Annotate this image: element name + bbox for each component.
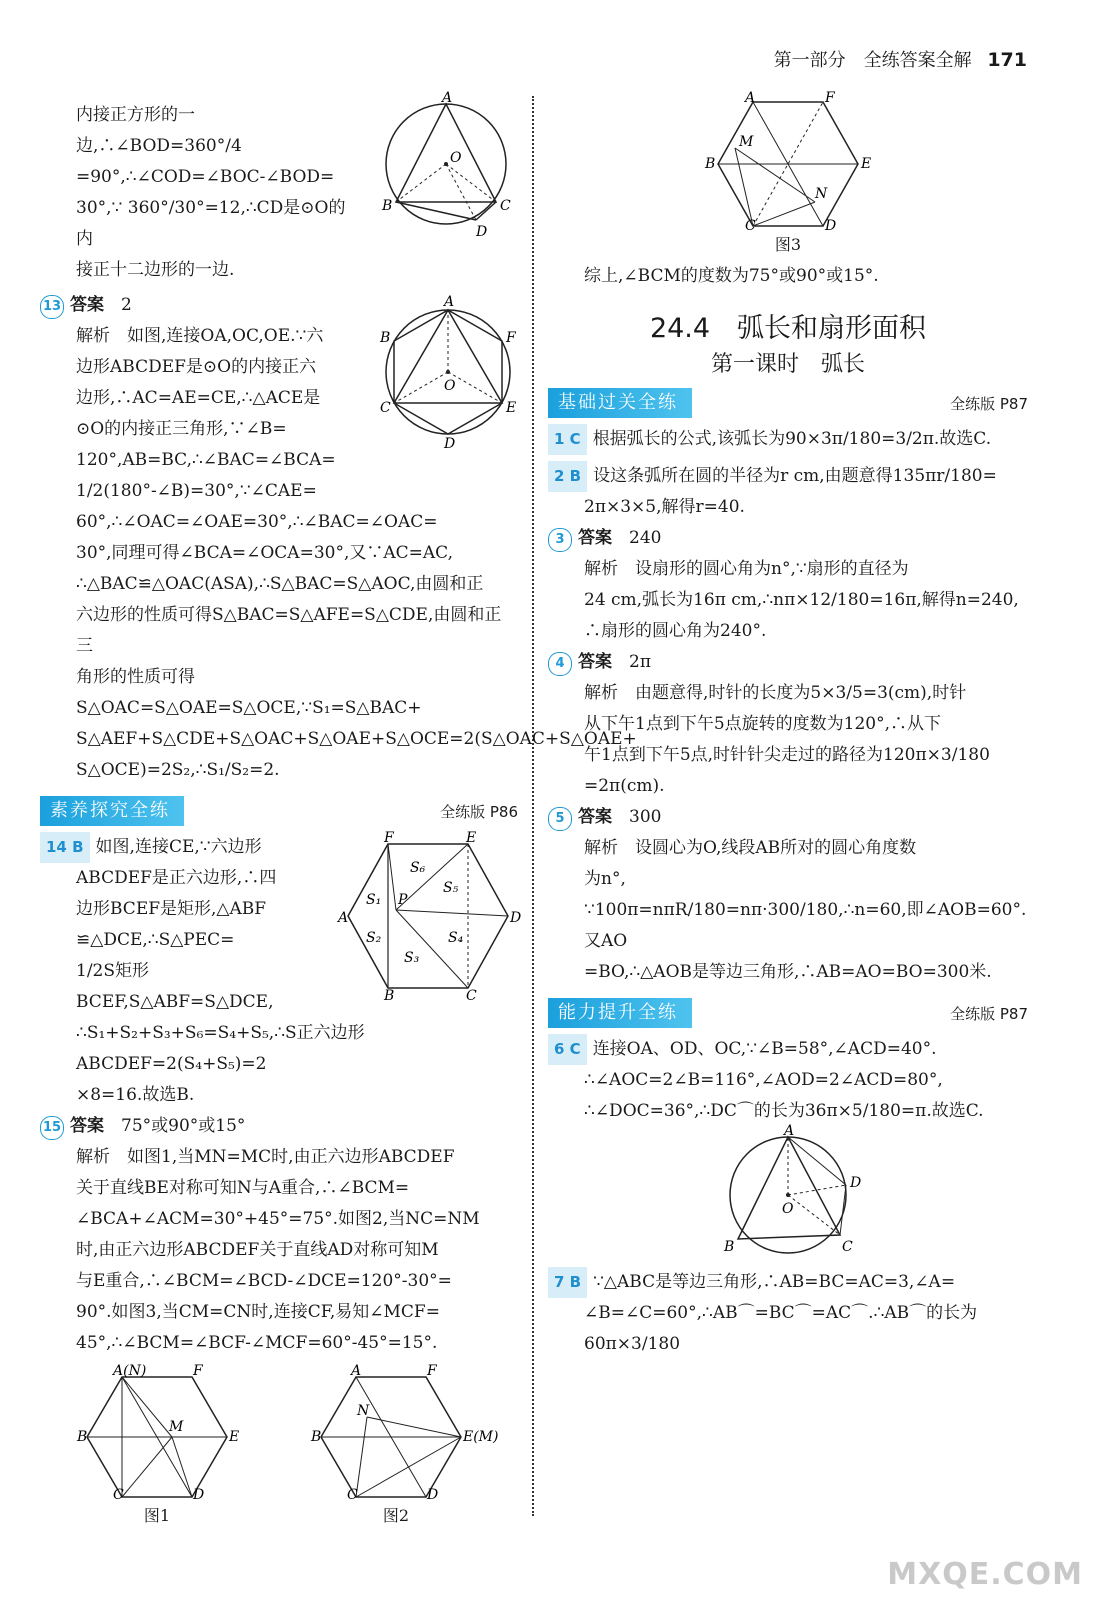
solution-line: 解析 设扇形的圆心角为n°,∵扇形的直径为 (584, 559, 909, 579)
svg-text:A: A (444, 294, 455, 310)
svg-text:D: D (427, 1487, 439, 1503)
solution-line: ⊙O的内接正三角形,∵∠B= (76, 419, 287, 439)
cont-line: 30°,∵ 360°/30°=12,∴CD是⊙O的内 (76, 198, 346, 249)
svg-text:E: E (229, 1429, 240, 1445)
answer-value: 300 (629, 807, 662, 827)
page-header (774, 46, 1027, 72)
solution-line: 六边形的性质可得S△BAC=S△AFE=S△CDE,由圆和正三 (76, 605, 502, 656)
svg-text:E: E (861, 156, 872, 172)
solution-line: 24 cm,弧长为16π cm,∴nπ×12/180=16π,解得n=240, (584, 590, 1019, 610)
circle-figure-square (378, 92, 518, 242)
solution-line: 90°.如图3,当CM=CN时,连接CF,易知∠MCF= (76, 1302, 440, 1322)
answer-value: 2π (629, 652, 651, 672)
cont-line: =90°,∴∠COD=∠BOC-∠BOD= (76, 167, 335, 187)
solution-line: ∠BCA+∠ACM=30°+45°=75°.如图2,当NC=NM (76, 1209, 480, 1229)
svg-text:C: C (347, 1487, 358, 1503)
svg-text:A: A (338, 910, 349, 926)
svg-text:B: B (724, 1239, 735, 1255)
solution-line: ∴∠AOC=2∠B=116°,∠AOD=2∠ACD=80°, (584, 1070, 943, 1090)
figure-caption: 图3 (774, 235, 802, 254)
figure-2 (311, 1363, 499, 1503)
svg-text:D: D (850, 1175, 862, 1191)
solution-line: ∴扇形的圆心角为240°. (584, 621, 767, 641)
svg-text:A: A (351, 1363, 362, 1379)
cont-line: 接正十二边形的一边. (76, 260, 235, 280)
right-column (548, 92, 1028, 1360)
answer-label: 答案 (70, 295, 104, 315)
svg-text:M: M (739, 134, 754, 150)
solution-line: 边形ABCDEF是⊙O的内接正六 (76, 357, 317, 377)
svg-text:B: B (77, 1429, 88, 1445)
solution-line: 1/2S矩形BCEF,S△ABF=S△DCE, (76, 961, 274, 1012)
svg-text:B: B (311, 1429, 322, 1445)
answer-value: 240 (629, 528, 662, 548)
solution-line: 边形BCEF是矩形,△ABF (76, 899, 267, 919)
question-tag: 2 B (548, 461, 587, 492)
figure-caption: 图1 (143, 1506, 171, 1525)
svg-text:O: O (444, 378, 456, 394)
question-number: 3 (548, 528, 572, 552)
svg-text:A: A (784, 1123, 795, 1139)
svg-text:D: D (510, 910, 522, 926)
circle-figure-q6 (708, 1123, 868, 1267)
question-tag: 14 B (40, 832, 90, 863)
solution-line: 连接OA、OD、OC,∵∠B=58°,∠ACD=40°. (592, 1039, 937, 1059)
solution-line: 设这条弧所在圆的半径为r cm,由题意得135πr/180= (593, 466, 997, 486)
solution-line: 为n°, (584, 869, 626, 889)
solution-line: ≌△DCE,∴S△PEC= (76, 930, 235, 950)
solution-line: ∴S₁+S₂+S₃+S₆=S₄+S₅,∴S正六边形ABCDEF=2(S₄+S₅)=2 (76, 1023, 365, 1074)
svg-text:F: F (506, 330, 516, 346)
svg-text:B: B (380, 330, 391, 346)
solution-line: ∴∠DOC=36°,∴DC⌒的长为36π×5/180=π.故选C. (584, 1101, 984, 1121)
svg-text:A(N): A(N) (113, 1363, 147, 1379)
svg-text:A: A (745, 90, 756, 106)
solution-line: 解析 设圆心为O,线段AB所对的圆心角度数 (584, 838, 917, 858)
banner-ref: 全练版 P87 (950, 394, 1028, 413)
solution-line: 根据弧长的公式,该弧长为90×3π/180=3/2π.故选C. (592, 429, 992, 449)
solution-line: 2π×3×5,解得r=40. (584, 497, 745, 517)
solution-line: 45°,∴∠BCM=∠BCF-∠MCF=60°-45°=15°. (76, 1333, 438, 1353)
svg-text:N: N (357, 1403, 370, 1419)
svg-text:D: D (825, 218, 837, 234)
question-tag: 6 C (548, 1034, 587, 1065)
svg-text:E(M): E(M) (463, 1429, 499, 1445)
figure-caption: 图2 (382, 1506, 410, 1525)
hexagon-circle-figure (378, 290, 518, 450)
solution-line: 60°,∴∠OAC=∠OAE=30°,∴∠BAC=∠OAC= (76, 512, 438, 532)
solution-line: ×8=16.故选B. (76, 1085, 195, 1105)
svg-text:B: B (705, 156, 716, 172)
section-banner (548, 998, 1028, 1028)
svg-text:C: C (466, 988, 477, 1004)
watermark: MXQE.COM (887, 1557, 1083, 1592)
answer-label: 答案 (578, 528, 612, 548)
solution-line: 1/2(180°-∠B)=30°,∵∠CAE= (76, 481, 317, 501)
solution-line: 120°,AB=BC,∴∠BAC=∠BCA= (76, 450, 336, 470)
page-number: 171 (987, 49, 1027, 71)
svg-text:O: O (782, 1201, 794, 1217)
banner-label: 能力提升全练 (548, 998, 692, 1028)
solution-line: ∵100π=nπR/180=nπ·300/180,∴n=60,即∠AOB=60°.又AO (584, 900, 1027, 951)
lesson-title: 第一课时 弧长 (710, 352, 865, 377)
svg-text:F: F (193, 1363, 203, 1379)
solution-line: 解析 如图,连接OA,OC,OE.∵六 (76, 326, 324, 346)
svg-text:E: E (506, 400, 517, 416)
svg-text:S₁: S₁ (366, 892, 382, 908)
banner-label: 基础过关全练 (548, 388, 692, 418)
solution-line: 时,由正六边形ABCDEF关于直线AD对称可知M (76, 1240, 439, 1260)
solution-line: 如图,连接CE,∵六边形 (95, 837, 262, 857)
answer-label: 答案 (70, 1116, 104, 1136)
svg-text:D: D (444, 436, 456, 452)
svg-text:C: C (500, 198, 511, 214)
question-number: 4 (548, 652, 572, 676)
answer-value: 2 (121, 295, 132, 315)
solution-line: ABCDEF是正六边形,∴四 (76, 868, 277, 888)
svg-text:F: F (825, 90, 835, 106)
solution-line: 角形的性质可得S△OAC=S△OAE=S△OCE,∵S₁=S△BAC+ (76, 667, 422, 718)
svg-text:C: C (380, 400, 391, 416)
svg-text:D: D (193, 1487, 205, 1503)
header-title: 第一部分 全练答案全解 (773, 50, 972, 71)
svg-text:S₆: S₆ (410, 860, 426, 876)
svg-text:F: F (384, 830, 394, 846)
svg-text:C: C (745, 218, 756, 234)
question-number: 5 (548, 807, 572, 831)
solution-line: 关于直线BE对称可知N与A重合,∴∠BCM= (76, 1178, 410, 1198)
question-tag: 7 B (548, 1267, 587, 1298)
figure-3 (703, 92, 873, 232)
banner-label: 素养探究全练 (40, 796, 184, 826)
solution-line: =BO,∴△AOB是等边三角形,∴AB=AO=BO=300米. (584, 962, 992, 982)
banner-ref: 全练版 P86 (440, 802, 518, 821)
question-number: 15 (40, 1116, 64, 1140)
solution-line: 30°,同理可得∠BCA=∠OCA=30°,又∵AC=AC, (76, 543, 453, 563)
figure-1 (77, 1363, 240, 1503)
question-number: 13 (40, 295, 64, 319)
svg-text:S₂: S₂ (366, 930, 382, 946)
hexagon-area-figure (338, 830, 522, 1004)
svg-text:C: C (842, 1239, 853, 1255)
section-title: 24.4 弧长和扇形面积 (649, 313, 927, 344)
svg-text:C: C (113, 1487, 124, 1503)
solution-line: 解析 如图1,当MN=MC时,由正六边形ABCDEF (76, 1147, 455, 1167)
summary-line: 综上,∠BCM的度数为75°或90°或15°. (584, 266, 879, 286)
svg-text:B: B (382, 198, 393, 214)
column-divider (532, 96, 534, 1516)
svg-text:S₃: S₃ (404, 950, 420, 966)
solution-line: ∴△BAC≌△OAC(ASA),∴S△BAC=S△AOC,由圆和正 (76, 574, 484, 594)
svg-text:O: O (450, 150, 462, 166)
solution-line: 与E重合,∴∠BCM=∠BCD-∠DCE=120°-30°= (76, 1271, 452, 1291)
svg-text:S₄: S₄ (448, 930, 464, 946)
solution-line: S△OCE)=2S₂,∴S₁/S₂=2. (76, 760, 280, 780)
svg-text:S₅: S₅ (443, 880, 459, 896)
section-banner (548, 388, 1028, 418)
svg-text:A: A (442, 90, 453, 106)
solution-line: S△AEF+S△CDE+S△OAC+S△OAE+S△OCE=2(S△OAC+S△OAE+ (76, 729, 637, 749)
banner-ref: 全练版 P87 (950, 1004, 1028, 1023)
cont-line: 内接正方形的一边,∴∠BOD=360°/4 (76, 105, 242, 156)
solution-line: 边形,∴AC=AE=CE,∴△ACE是 (76, 388, 321, 408)
svg-text:F: F (427, 1363, 437, 1379)
solution-line: ∠B=∠C=60°,∴AB⌒=BC⌒=AC⌒.∴AB⌒的长为60π×3/180 (584, 1303, 978, 1354)
svg-text:P: P (398, 892, 408, 908)
solution-line: ∵△ABC是等边三角形,∴AB=BC=AC=3,∠A= (593, 1272, 956, 1292)
solution-line: 从下午1点到下午5点旋转的度数为120°,∴从下 (584, 714, 941, 734)
svg-text:B: B (384, 988, 395, 1004)
solution-line: 解析 由题意得,时针的长度为5×3/5=3(cm),时针 (584, 683, 967, 703)
solution-line: =2π(cm). (584, 776, 665, 796)
question-tag: 1 C (548, 424, 587, 455)
solution-line: 午1点到下午5点,时针针尖走过的路径为120π×3/180 (584, 745, 990, 765)
svg-text:D: D (476, 224, 488, 240)
svg-text:M: M (169, 1419, 184, 1435)
answer-label: 答案 (578, 807, 612, 827)
svg-text:N: N (815, 186, 828, 202)
answer-label: 答案 (578, 652, 612, 672)
svg-text:E: E (466, 830, 477, 846)
answer-value: 75°或90°或15° (121, 1116, 246, 1136)
section-banner (40, 796, 518, 826)
